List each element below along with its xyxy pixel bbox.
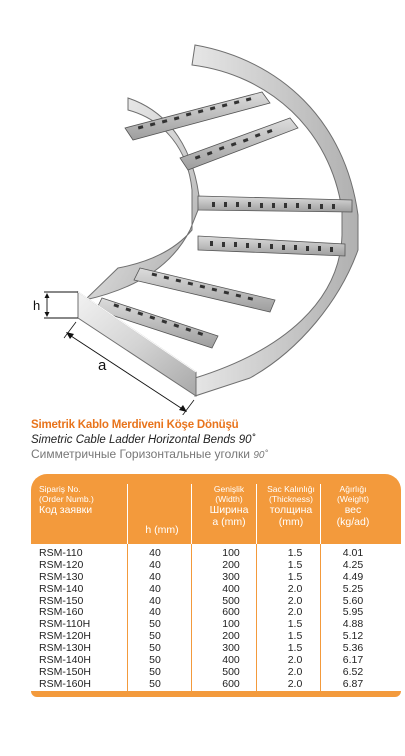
table-cell: 1.5 bbox=[287, 618, 303, 631]
table-cell: 5.25 bbox=[342, 582, 364, 595]
table-cell: 6.52 bbox=[342, 665, 364, 678]
header-h bbox=[135, 524, 189, 536]
table-cell: 50 bbox=[149, 630, 161, 643]
table-cell: 600 bbox=[222, 606, 240, 619]
table-cell: 40 bbox=[149, 547, 161, 559]
table-cell: 500 bbox=[222, 665, 240, 678]
rung-lower-middle bbox=[198, 236, 345, 256]
title-russian-text: Симметричные Горизонтальные уголки bbox=[31, 447, 250, 461]
table-cell: 1.5 bbox=[287, 558, 303, 571]
table-cell: 4.49 bbox=[342, 570, 364, 583]
table-cell: RSM-150 bbox=[39, 594, 84, 607]
header-order-no-ru: Код заявки bbox=[39, 504, 93, 516]
header-thickness-ru: толщина bbox=[269, 504, 313, 516]
table-cell: 40 bbox=[149, 582, 161, 595]
header-width-tr: Genişlik bbox=[213, 484, 245, 494]
table-cell: RSM-140 bbox=[39, 582, 84, 595]
table-cell: 5.95 bbox=[342, 606, 364, 619]
table-cell: 100 bbox=[222, 547, 240, 559]
table-cell: 100 bbox=[222, 618, 240, 631]
table-cell: 300 bbox=[222, 570, 240, 583]
table-cell: 2.0 bbox=[287, 594, 303, 607]
table-cell: RSM-160 bbox=[39, 606, 84, 619]
header-weight-unit: (kg/ad) bbox=[336, 516, 370, 528]
table-cell: 2.0 bbox=[287, 665, 303, 678]
header-thickness bbox=[257, 484, 325, 528]
table-row bbox=[31, 560, 401, 572]
table-cell: 40 bbox=[149, 558, 161, 571]
header-order-no-tr: Sipariş No. bbox=[39, 484, 81, 494]
table-cell: RSM-110H bbox=[39, 618, 91, 631]
dimension-a-label: a bbox=[98, 357, 107, 374]
table-cell: RSM-150H bbox=[39, 665, 91, 678]
table-bottom-bar bbox=[31, 691, 401, 697]
table-cell: 4.25 bbox=[342, 558, 364, 571]
table-row bbox=[31, 572, 401, 584]
header-weight-tr: Ağırlığı bbox=[339, 484, 367, 494]
table-cell: 5.36 bbox=[342, 642, 364, 655]
header-weight-en: (Weight) bbox=[337, 494, 369, 504]
rung-second bbox=[180, 118, 298, 170]
table-row bbox=[31, 584, 401, 596]
table-cell: 50 bbox=[149, 654, 161, 667]
table-row bbox=[31, 667, 401, 679]
product-titles bbox=[31, 418, 401, 463]
header-h-unit: h (mm) bbox=[145, 524, 179, 536]
table-cell: 6.87 bbox=[342, 677, 364, 690]
table-cell: 40 bbox=[149, 570, 161, 583]
table-cell: 50 bbox=[149, 677, 161, 690]
header-width-en: (Width) bbox=[215, 494, 243, 504]
table-header bbox=[31, 474, 401, 544]
table-cell: 600 bbox=[222, 677, 240, 690]
table-cell: RSM-120H bbox=[39, 630, 91, 643]
table-cell: 50 bbox=[149, 642, 161, 655]
table-cell: RSM-130H bbox=[39, 642, 91, 655]
title-russian-angle: 90˚ bbox=[253, 450, 268, 461]
table-cell: 300 bbox=[222, 642, 240, 655]
table-cell: 6.17 bbox=[342, 654, 364, 667]
header-order-no-en: (Order Numb.) bbox=[39, 494, 94, 504]
dimension-h-label: h bbox=[33, 298, 41, 313]
table-cell: 400 bbox=[222, 582, 240, 595]
dimension-h bbox=[33, 292, 78, 318]
table-cell: RSM-130 bbox=[39, 570, 84, 583]
table-cell: 2.0 bbox=[287, 654, 303, 667]
table-cell: 5.12 bbox=[342, 630, 364, 643]
table-cell: 40 bbox=[149, 606, 161, 619]
table-cell: 2.0 bbox=[287, 606, 303, 619]
title-russian bbox=[31, 447, 401, 463]
table-cell: 4.88 bbox=[342, 618, 364, 631]
table-cell: 200 bbox=[222, 630, 240, 643]
table-cell: 1.5 bbox=[287, 630, 303, 643]
table-cell: 1.5 bbox=[287, 570, 303, 583]
title-english: Simetric Cable Ladder Horizontal Bends 90˚ bbox=[31, 434, 256, 446]
table-cell: 40 bbox=[149, 594, 161, 607]
table-cell: 400 bbox=[222, 654, 240, 667]
table-cell: RSM-110 bbox=[39, 547, 83, 559]
header-thickness-en: (Thickness) bbox=[269, 494, 313, 504]
header-width-ru: Ширина bbox=[209, 504, 249, 516]
table-row bbox=[31, 679, 401, 691]
table-cell: 5.60 bbox=[342, 594, 364, 607]
header-thickness-unit: (mm) bbox=[278, 516, 304, 528]
table-cell: 2.0 bbox=[287, 677, 303, 690]
table-cell: 1.5 bbox=[287, 642, 303, 655]
table-cell: RSM-140H bbox=[39, 654, 91, 667]
header-width-unit: a (mm) bbox=[212, 516, 246, 528]
front-straight-rail bbox=[78, 292, 196, 396]
header-order-no bbox=[39, 484, 94, 516]
outer-curved-rail bbox=[192, 45, 358, 396]
rung-lower bbox=[134, 268, 275, 312]
table-body bbox=[31, 544, 401, 691]
header-thickness-tr: Sac Kalınlığı bbox=[267, 484, 315, 494]
table-cell: 200 bbox=[222, 558, 240, 571]
table-cell: RSM-120 bbox=[39, 558, 84, 571]
table-cell: 50 bbox=[149, 665, 161, 678]
spec-table bbox=[31, 474, 401, 697]
table-cell: 500 bbox=[222, 594, 240, 607]
table-cell: 2.0 bbox=[287, 582, 303, 595]
header-weight-ru: вес bbox=[344, 504, 362, 516]
header-weight bbox=[323, 484, 383, 528]
table-cell: 4.01 bbox=[342, 547, 364, 559]
table-cell: 1.5 bbox=[287, 547, 303, 559]
rung-middle bbox=[198, 196, 352, 212]
header-width bbox=[193, 484, 265, 528]
table-cell: RSM-160H bbox=[39, 677, 91, 690]
title-turkish: Simetrik Kablo Merdiveni Köşe Dönüşü bbox=[31, 419, 239, 431]
table-cell: 50 bbox=[149, 618, 161, 631]
